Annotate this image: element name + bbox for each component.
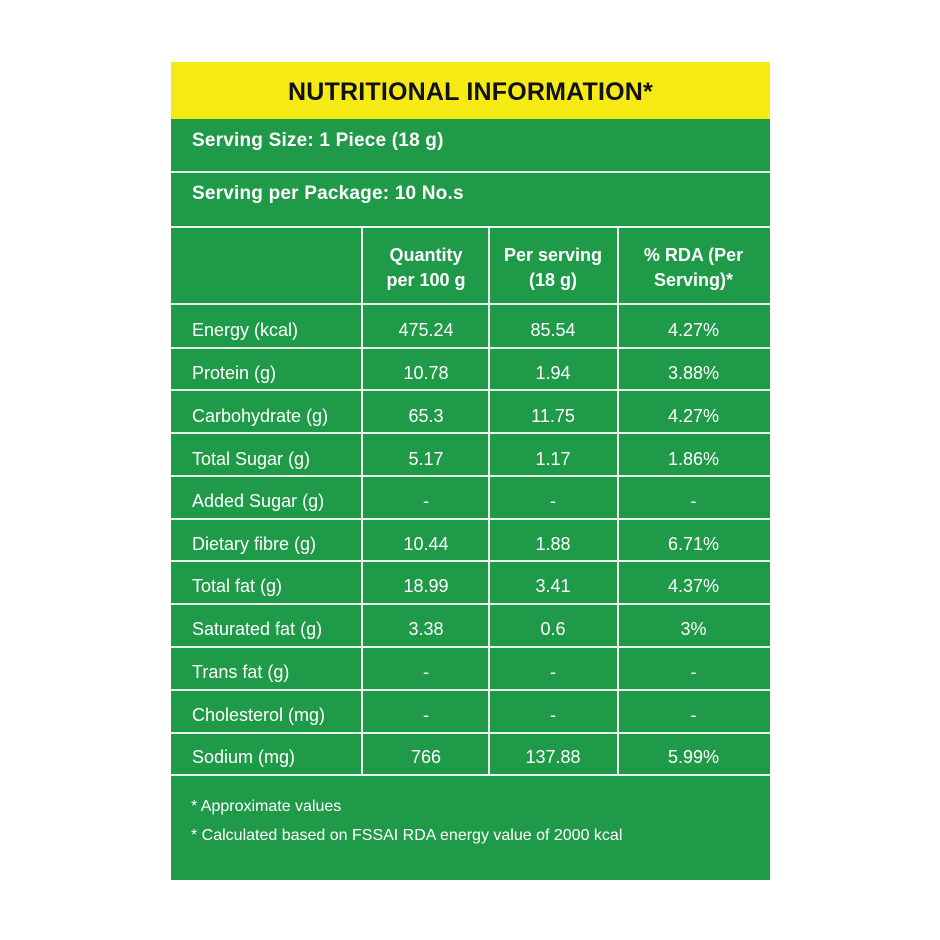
rda-value: 1.86% (667, 449, 720, 469)
per-100g-value: 3.38 (408, 619, 444, 639)
rda-value: 3.88% (667, 363, 720, 383)
divider (171, 226, 770, 228)
divider (171, 171, 770, 173)
per-serving-value: - (550, 705, 556, 725)
column-header-per-100g (362, 243, 490, 293)
header-line: Quantity (389, 245, 463, 265)
per-100g-value: 10.78 (403, 363, 449, 383)
rda-value: 3% (680, 619, 707, 639)
header-line: % RDA (Per (643, 245, 744, 265)
footnote-approximate: * Approximate values (191, 798, 342, 815)
divider (171, 646, 770, 648)
per-serving-value: - (550, 662, 556, 682)
nutrient-name: Total fat (g) (192, 576, 283, 596)
per-serving-value: 137.88 (525, 747, 581, 767)
divider (171, 774, 770, 776)
per-serving-value: - (550, 491, 556, 511)
nutrient-name: Carbohydrate (g) (192, 406, 329, 426)
per-serving-value: 3.41 (535, 576, 571, 596)
divider (171, 732, 770, 734)
nutrient-name: Saturated fat (g) (192, 619, 323, 639)
rda-value: 4.27% (667, 406, 720, 426)
per-100g-value: - (423, 705, 429, 725)
title-bar (171, 62, 770, 119)
divider (171, 560, 770, 562)
divider (171, 303, 770, 305)
header-line: Per serving (503, 245, 603, 265)
header-line: per 100 g (386, 270, 466, 290)
per-100g-value: 10.44 (403, 534, 449, 554)
per-100g-value: 475.24 (398, 320, 454, 340)
rda-value: 6.71% (667, 534, 720, 554)
per-serving-value: 1.17 (535, 449, 571, 469)
divider (171, 689, 770, 691)
title: NUTRITIONAL INFORMATION* (288, 77, 653, 106)
per-serving-value: 1.88 (535, 534, 571, 554)
nutrient-name: Energy (kcal) (192, 320, 299, 340)
divider (171, 432, 770, 434)
nutrient-name: Protein (g) (192, 363, 277, 383)
rda-value: - (690, 705, 697, 725)
rda-value: - (690, 662, 697, 682)
footnote-fssai: * Calculated based on FSSAI RDA energy value of 2000 kcal (191, 827, 623, 844)
rda-value: 4.37% (667, 576, 720, 596)
nutrient-name: Trans fat (g) (192, 662, 290, 682)
nutrition-panel (171, 62, 770, 880)
divider (171, 603, 770, 605)
column-header-per-serving (488, 243, 618, 293)
per-serving-value: 1.94 (535, 363, 571, 383)
per-serving-value: 0.6 (540, 619, 566, 639)
per-100g-value: - (423, 662, 429, 682)
rda-value: 4.27% (667, 320, 720, 340)
nutrient-name: Total Sugar (g) (192, 449, 311, 469)
serving-size: Serving Size: 1 Piece (18 g) (192, 130, 444, 151)
rda-value: - (690, 491, 697, 511)
nutrient-name: Dietary fibre (g) (192, 534, 317, 554)
header-line: Serving)* (653, 270, 734, 290)
nutrient-name: Added Sugar (g) (192, 491, 325, 511)
per-100g-value: 5.17 (408, 449, 444, 469)
divider (171, 347, 770, 349)
rda-value: 5.99% (667, 747, 720, 767)
header-line: (18 g) (528, 270, 577, 290)
per-100g-value: 65.3 (408, 406, 444, 426)
per-serving-value: 11.75 (531, 406, 575, 426)
per-serving-value: 85.54 (530, 320, 576, 340)
per-100g-value: 766 (410, 747, 442, 767)
per-100g-value: - (423, 491, 429, 511)
divider (171, 518, 770, 520)
column-header-rda (617, 243, 770, 293)
divider (171, 475, 770, 477)
per-100g-value: 18.99 (403, 576, 449, 596)
nutrient-name: Cholesterol (mg) (192, 705, 326, 725)
nutrient-name: Sodium (mg) (192, 747, 296, 767)
divider (171, 389, 770, 391)
serving-per-package: Serving per Package: 10 No.s (192, 183, 464, 204)
